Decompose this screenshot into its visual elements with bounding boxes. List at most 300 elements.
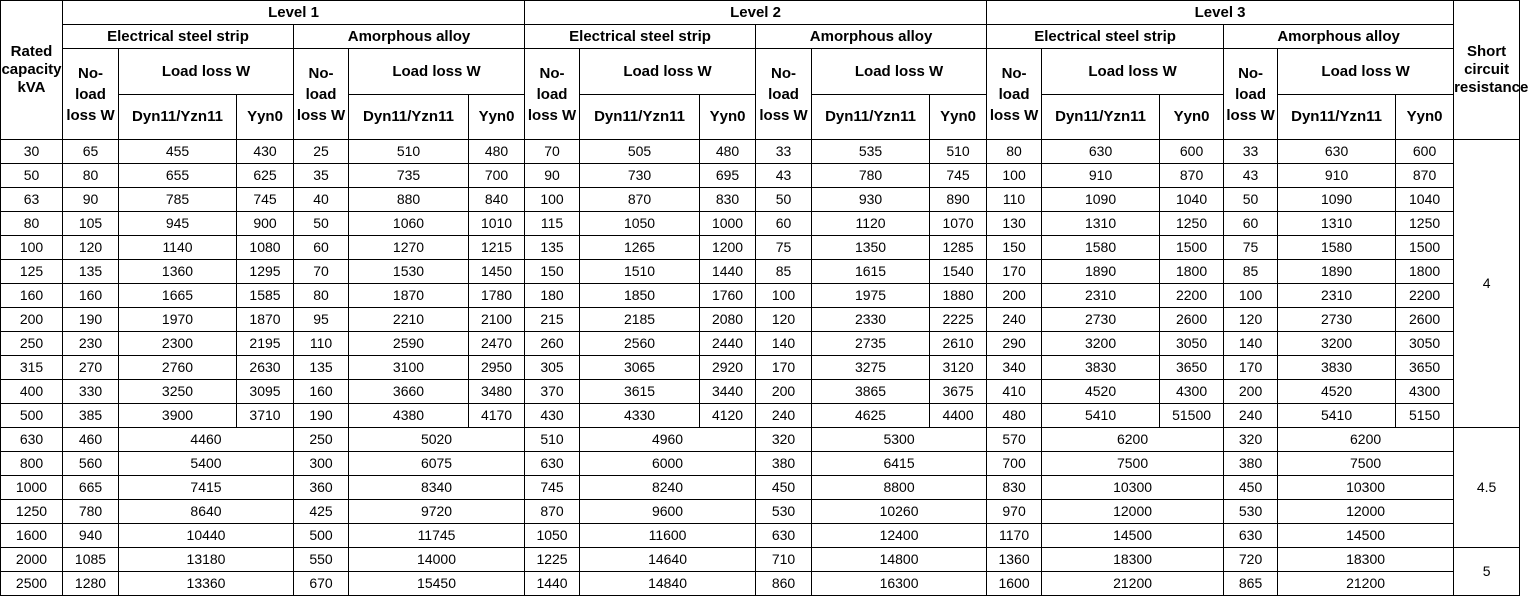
table-cell: 1040 [1160, 188, 1224, 212]
table-cell: 4380 [349, 404, 469, 428]
table-cell: 110 [294, 332, 349, 356]
table-cell: 430 [525, 404, 580, 428]
table-cell: 1070 [930, 212, 987, 236]
table-cell: 1265 [580, 236, 700, 260]
table-cell: 745 [525, 476, 580, 500]
table-cell: 1215 [469, 236, 525, 260]
table-cell: 1310 [1042, 212, 1160, 236]
table-cell: 3650 [1160, 356, 1224, 380]
table-cell: 75 [756, 236, 812, 260]
l2-amorphous-header: Amorphous alloy [756, 25, 987, 49]
table-cell: 1800 [1396, 260, 1454, 284]
yyn-header: Yyn0 [930, 95, 987, 140]
table-cell: 100 [756, 284, 812, 308]
table-cell: 1800 [1160, 260, 1224, 284]
dyn-header: Dyn11/Yzn11 [812, 95, 930, 140]
table-cell: 1890 [1042, 260, 1160, 284]
table-cell: 2920 [700, 356, 756, 380]
table-cell: 535 [812, 140, 930, 164]
table-cell: 780 [63, 500, 119, 524]
table-cell: 4400 [930, 404, 987, 428]
table-cell: 3440 [700, 380, 756, 404]
table-cell: 3095 [237, 380, 294, 404]
table-cell: 21200 [1042, 572, 1224, 596]
table-row [1, 428, 1520, 452]
table-cell: 4520 [1278, 380, 1396, 404]
table-cell: 200 [756, 380, 812, 404]
yyn-header: Yyn0 [469, 95, 525, 140]
rated-capacity-cell: 125 [1, 260, 63, 284]
table-row [1, 140, 1520, 164]
no-load-loss-header: No-load loss W [525, 49, 580, 140]
table-cell: 60 [1224, 212, 1278, 236]
table-cell: 860 [756, 572, 812, 596]
table-cell: 2610 [930, 332, 987, 356]
table-cell: 665 [63, 476, 119, 500]
table-cell: 670 [294, 572, 349, 596]
table-cell: 785 [119, 188, 237, 212]
table-cell: 2950 [469, 356, 525, 380]
table-cell: 85 [1224, 260, 1278, 284]
table-cell: 2195 [237, 332, 294, 356]
rated-capacity-cell: 1000 [1, 476, 63, 500]
table-cell: 190 [294, 404, 349, 428]
table-cell: 120 [1224, 308, 1278, 332]
table-cell: 940 [63, 524, 119, 548]
table-cell: 7500 [1278, 452, 1454, 476]
table-cell: 1310 [1278, 212, 1396, 236]
table-cell: 2185 [580, 308, 700, 332]
l1-amorphous-header: Amorphous alloy [294, 25, 525, 49]
table-cell: 160 [63, 284, 119, 308]
table-cell: 745 [930, 164, 987, 188]
table-cell: 240 [1224, 404, 1278, 428]
table-cell: 4330 [580, 404, 700, 428]
table-cell: 500 [294, 524, 349, 548]
table-cell: 135 [63, 260, 119, 284]
table-cell: 560 [63, 452, 119, 476]
table-cell: 600 [1160, 140, 1224, 164]
table-cell: 40 [294, 188, 349, 212]
rated-capacity-cell: 400 [1, 380, 63, 404]
table-cell: 1510 [580, 260, 700, 284]
table-row [1, 452, 1520, 476]
table-row [1, 380, 1520, 404]
table-cell: 1530 [349, 260, 469, 284]
table-cell: 9600 [580, 500, 756, 524]
table-cell: 1580 [1278, 236, 1396, 260]
table-cell: 1080 [237, 236, 294, 260]
table-cell: 80 [987, 140, 1042, 164]
table-cell: 60 [294, 236, 349, 260]
table-cell: 80 [63, 164, 119, 188]
table-cell: 6415 [812, 452, 987, 476]
table-row [1, 500, 1520, 524]
table-cell: 8340 [349, 476, 525, 500]
table-row [1, 476, 1520, 500]
rated-capacity-cell: 80 [1, 212, 63, 236]
level-2-header: Level 2 [525, 1, 987, 25]
table-cell: 5020 [349, 428, 525, 452]
table-cell: 110 [987, 188, 1042, 212]
table-cell: 510 [930, 140, 987, 164]
table-cell: 14640 [580, 548, 756, 572]
rated-capacity-cell: 2000 [1, 548, 63, 572]
table-cell: 910 [1042, 164, 1160, 188]
table-cell: 630 [756, 524, 812, 548]
load-loss-header: Load loss W [1278, 49, 1454, 95]
table-cell: 50 [1224, 188, 1278, 212]
table-cell: 890 [930, 188, 987, 212]
table-cell: 100 [525, 188, 580, 212]
table-cell: 3050 [1396, 332, 1454, 356]
table-cell: 745 [237, 188, 294, 212]
load-loss-header: Load loss W [1042, 49, 1224, 95]
table-cell: 2590 [349, 332, 469, 356]
table-cell: 8800 [812, 476, 987, 500]
table-cell: 120 [63, 236, 119, 260]
table-cell: 2100 [469, 308, 525, 332]
table-cell: 170 [987, 260, 1042, 284]
table-cell: 700 [469, 164, 525, 188]
table-cell: 480 [469, 140, 525, 164]
table-cell: 2200 [1160, 284, 1224, 308]
table-cell: 90 [525, 164, 580, 188]
table-cell: 1970 [119, 308, 237, 332]
short-circuit-cell: 5 [1454, 548, 1520, 596]
table-cell: 1880 [930, 284, 987, 308]
table-cell: 51500 [1160, 404, 1224, 428]
table-cell: 780 [812, 164, 930, 188]
table-cell: 16300 [812, 572, 987, 596]
table-cell: 100 [987, 164, 1042, 188]
table-cell: 5410 [1042, 404, 1160, 428]
table-row [1, 164, 1520, 188]
table-cell: 14800 [812, 548, 987, 572]
table-cell: 630 [1042, 140, 1160, 164]
table-cell: 865 [1224, 572, 1278, 596]
table-cell: 1360 [987, 548, 1042, 572]
table-cell: 380 [1224, 452, 1278, 476]
table-cell: 460 [63, 428, 119, 452]
table-cell: 1850 [580, 284, 700, 308]
load-loss-header: Load loss W [580, 49, 756, 95]
table-row [1, 236, 1520, 260]
table-cell: 370 [525, 380, 580, 404]
table-cell: 1450 [469, 260, 525, 284]
dyn-header: Dyn11/Yzn11 [1278, 95, 1396, 140]
table-cell: 4625 [812, 404, 930, 428]
table-row [1, 356, 1520, 380]
table-cell: 3100 [349, 356, 469, 380]
table-cell: 75 [1224, 236, 1278, 260]
table-cell: 1090 [1278, 188, 1396, 212]
table-cell: 230 [63, 332, 119, 356]
table-cell: 13360 [119, 572, 294, 596]
table-cell: 270 [63, 356, 119, 380]
table-cell: 6000 [580, 452, 756, 476]
table-cell: 2210 [349, 308, 469, 332]
table-cell: 1870 [237, 308, 294, 332]
table-cell: 180 [525, 284, 580, 308]
table-cell: 10300 [1278, 476, 1454, 500]
table-cell: 830 [987, 476, 1042, 500]
table-row [1, 308, 1520, 332]
table-cell: 655 [119, 164, 237, 188]
table-cell: 870 [580, 188, 700, 212]
table-cell: 11745 [349, 524, 525, 548]
table-cell: 6200 [1042, 428, 1224, 452]
table-cell: 4170 [469, 404, 525, 428]
table-cell: 455 [119, 140, 237, 164]
short-circuit-cell: 4.5 [1454, 428, 1520, 548]
load-loss-header: Load loss W [349, 49, 525, 95]
table-cell: 4960 [580, 428, 756, 452]
rated-capacity-cell: 50 [1, 164, 63, 188]
table-cell: 15450 [349, 572, 525, 596]
table-cell: 300 [294, 452, 349, 476]
rated-capacity-cell: 2500 [1, 572, 63, 596]
table-cell: 720 [1224, 548, 1278, 572]
table-cell: 510 [349, 140, 469, 164]
table-cell: 1225 [525, 548, 580, 572]
table-cell: 385 [63, 404, 119, 428]
table-cell: 35 [294, 164, 349, 188]
table-cell: 1760 [700, 284, 756, 308]
no-load-loss-header: No-load loss W [63, 49, 119, 140]
table-cell: 4460 [119, 428, 294, 452]
l1-steel-header: Electrical steel strip [63, 25, 294, 49]
table-cell: 340 [987, 356, 1042, 380]
table-cell: 3865 [812, 380, 930, 404]
table-cell: 1085 [63, 548, 119, 572]
table-cell: 1050 [525, 524, 580, 548]
table-row [1, 572, 1520, 596]
yyn-header: Yyn0 [1396, 95, 1454, 140]
short-circuit-cell: 4 [1454, 140, 1520, 428]
table-cell: 320 [756, 428, 812, 452]
table-cell: 3250 [119, 380, 237, 404]
table-cell: 450 [756, 476, 812, 500]
table-cell: 65 [63, 140, 119, 164]
table-cell: 2600 [1160, 308, 1224, 332]
table-cell: 2310 [1042, 284, 1160, 308]
table-body [1, 140, 1520, 596]
table-cell: 4520 [1042, 380, 1160, 404]
table-cell: 170 [756, 356, 812, 380]
table-cell: 5400 [119, 452, 294, 476]
table-cell: 3650 [1396, 356, 1454, 380]
table-cell: 5410 [1278, 404, 1396, 428]
l3-steel-header: Electrical steel strip [987, 25, 1224, 49]
table-cell: 2330 [812, 308, 930, 332]
table-cell: 105 [63, 212, 119, 236]
table-cell: 530 [1224, 500, 1278, 524]
table-cell: 1200 [700, 236, 756, 260]
yyn-header: Yyn0 [700, 95, 756, 140]
table-cell: 380 [756, 452, 812, 476]
table-cell: 630 [1224, 524, 1278, 548]
table-cell: 945 [119, 212, 237, 236]
table-cell: 200 [1224, 380, 1278, 404]
rated-capacity-cell: 30 [1, 140, 63, 164]
yyn-header: Yyn0 [237, 95, 294, 140]
table-cell: 7500 [1042, 452, 1224, 476]
table-cell: 3275 [812, 356, 930, 380]
rated-capacity-cell: 315 [1, 356, 63, 380]
table-cell: 3830 [1042, 356, 1160, 380]
table-cell: 170 [1224, 356, 1278, 380]
no-load-loss-header: No-load loss W [1224, 49, 1278, 140]
table-cell: 215 [525, 308, 580, 332]
table-cell: 8640 [119, 500, 294, 524]
rated-capacity-cell: 200 [1, 308, 63, 332]
table-cell: 130 [987, 212, 1042, 236]
table-cell: 360 [294, 476, 349, 500]
table-cell: 1270 [349, 236, 469, 260]
table-cell: 135 [525, 236, 580, 260]
dyn-header: Dyn11/Yzn11 [1042, 95, 1160, 140]
table-cell: 1500 [1160, 236, 1224, 260]
table-cell: 2730 [1278, 308, 1396, 332]
table-cell: 1870 [349, 284, 469, 308]
table-cell: 2440 [700, 332, 756, 356]
level-1-header: Level 1 [63, 1, 525, 25]
table-cell: 1890 [1278, 260, 1396, 284]
table-cell: 320 [1224, 428, 1278, 452]
table-cell: 150 [525, 260, 580, 284]
table-cell: 2300 [119, 332, 237, 356]
table-cell: 330 [63, 380, 119, 404]
table-cell: 480 [987, 404, 1042, 428]
load-loss-header: Load loss W [812, 49, 987, 95]
table-cell: 1360 [119, 260, 237, 284]
table-cell: 10260 [812, 500, 987, 524]
table-cell: 1060 [349, 212, 469, 236]
table-cell: 3065 [580, 356, 700, 380]
table-cell: 14500 [1278, 524, 1454, 548]
table-cell: 2730 [1042, 308, 1160, 332]
table-cell: 6075 [349, 452, 525, 476]
table-cell: 1140 [119, 236, 237, 260]
table-cell: 2470 [469, 332, 525, 356]
table-cell: 430 [237, 140, 294, 164]
table-cell: 70 [525, 140, 580, 164]
l2-steel-header: Electrical steel strip [525, 25, 756, 49]
table-cell: 570 [987, 428, 1042, 452]
table-cell: 14500 [1042, 524, 1224, 548]
table-cell: 43 [1224, 164, 1278, 188]
table-cell: 2630 [237, 356, 294, 380]
rated-capacity-cell: 630 [1, 428, 63, 452]
table-cell: 1975 [812, 284, 930, 308]
table-row [1, 260, 1520, 284]
table-cell: 85 [756, 260, 812, 284]
table-cell: 50 [756, 188, 812, 212]
table-cell: 190 [63, 308, 119, 332]
table-row [1, 212, 1520, 236]
table-cell: 870 [1396, 164, 1454, 188]
table-cell: 25 [294, 140, 349, 164]
table-cell: 550 [294, 548, 349, 572]
table-cell: 4300 [1396, 380, 1454, 404]
table-cell: 9720 [349, 500, 525, 524]
table-cell: 630 [525, 452, 580, 476]
dyn-header: Dyn11/Yzn11 [119, 95, 237, 140]
table-cell: 1440 [700, 260, 756, 284]
table-cell: 1170 [987, 524, 1042, 548]
table-cell: 135 [294, 356, 349, 380]
table-cell: 600 [1396, 140, 1454, 164]
table-cell: 1295 [237, 260, 294, 284]
table-cell: 7415 [119, 476, 294, 500]
table-cell: 510 [525, 428, 580, 452]
table-cell: 2560 [580, 332, 700, 356]
table-cell: 11600 [580, 524, 756, 548]
table-row [1, 404, 1520, 428]
table-cell: 630 [1278, 140, 1396, 164]
table-cell: 3615 [580, 380, 700, 404]
table-cell: 4300 [1160, 380, 1224, 404]
table-cell: 870 [1160, 164, 1224, 188]
table-cell: 12000 [1278, 500, 1454, 524]
table-row [1, 548, 1520, 572]
rated-capacity-cell: 250 [1, 332, 63, 356]
table-cell: 115 [525, 212, 580, 236]
table-cell: 480 [700, 140, 756, 164]
no-load-loss-header: No-load loss W [987, 49, 1042, 140]
no-load-loss-header: No-load loss W [294, 49, 349, 140]
table-cell: 14000 [349, 548, 525, 572]
table-cell: 3900 [119, 404, 237, 428]
table-cell: 50 [294, 212, 349, 236]
table-cell: 1250 [1396, 212, 1454, 236]
table-cell: 695 [700, 164, 756, 188]
table-cell: 1120 [812, 212, 930, 236]
table-cell: 2310 [1278, 284, 1396, 308]
table-cell: 1280 [63, 572, 119, 596]
table-cell: 870 [525, 500, 580, 524]
table-cell: 140 [756, 332, 812, 356]
rated-capacity-cell: 1250 [1, 500, 63, 524]
table-cell: 2225 [930, 308, 987, 332]
table-cell: 710 [756, 548, 812, 572]
table-cell: 2735 [812, 332, 930, 356]
table-cell: 3675 [930, 380, 987, 404]
table-cell: 3660 [349, 380, 469, 404]
table-cell: 12000 [1042, 500, 1224, 524]
table-cell: 2080 [700, 308, 756, 332]
table-cell: 1040 [1396, 188, 1454, 212]
table-cell: 240 [756, 404, 812, 428]
short-circuit-header: Short circuit resistance [1454, 1, 1520, 140]
table-cell: 10300 [1042, 476, 1224, 500]
l3-amorphous-header: Amorphous alloy [1224, 25, 1454, 49]
table-cell: 140 [1224, 332, 1278, 356]
table-row [1, 188, 1520, 212]
table-cell: 100 [1224, 284, 1278, 308]
table-cell: 840 [469, 188, 525, 212]
table-cell: 1250 [1160, 212, 1224, 236]
table-cell: 1500 [1396, 236, 1454, 260]
table-cell: 200 [987, 284, 1042, 308]
table-cell: 1285 [930, 236, 987, 260]
table-cell: 1585 [237, 284, 294, 308]
table-cell: 625 [237, 164, 294, 188]
table-cell: 900 [237, 212, 294, 236]
dyn-header: Dyn11/Yzn11 [349, 95, 469, 140]
table-cell: 1580 [1042, 236, 1160, 260]
